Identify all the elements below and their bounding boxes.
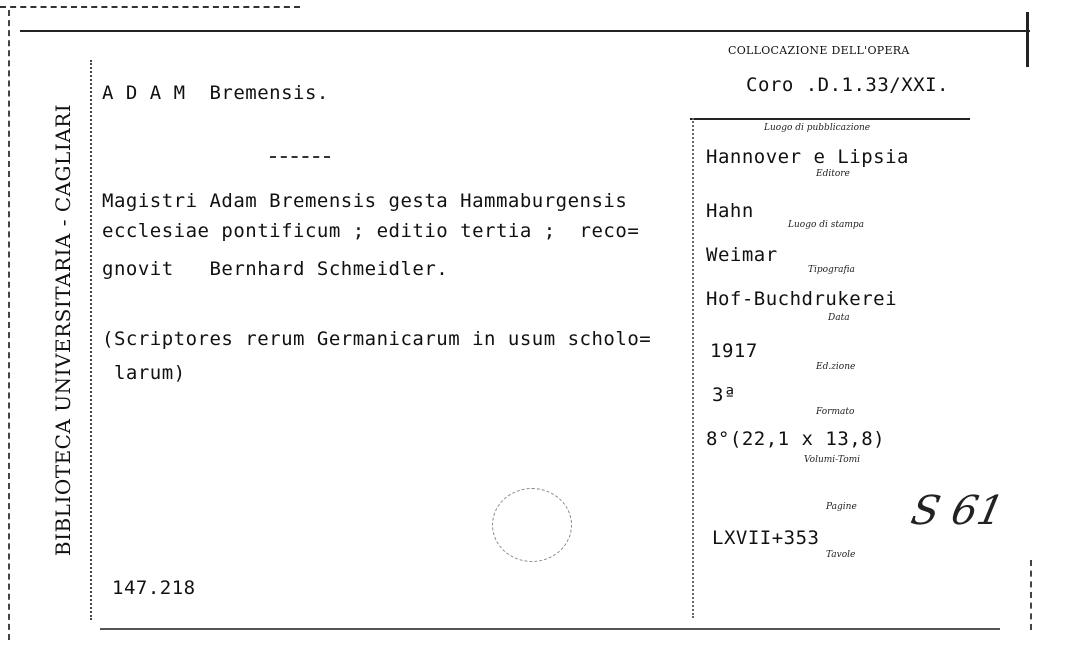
right-edge-dash (1030, 560, 1032, 630)
title-line-3: gnovit Bernhard Schmeidler. (102, 258, 449, 280)
handwritten-note: S 61 (907, 488, 1008, 534)
info-box-left (692, 118, 694, 618)
luogo-stampa-label: Luogo di stampa (788, 220, 864, 230)
luogo-pubblicazione-label: Luogo di pubblicazione (764, 123, 871, 133)
bottom-rule (100, 628, 1000, 630)
top-rule (20, 30, 1030, 32)
info-box-top (690, 118, 970, 120)
edizione-label: Ed.zione (816, 362, 856, 372)
data-label: Data (828, 313, 850, 323)
side-stamp: BIBLIOTECA UNIVERSITARIA - CAGLIARI (51, 103, 75, 557)
data-value: 1917 (710, 340, 758, 362)
luogo-stampa-value: Weimar (706, 244, 778, 266)
faint-stamp-circle (492, 488, 572, 562)
pagine-label: Pagine (826, 502, 857, 512)
editore-value: Hahn (706, 200, 754, 222)
collocazione-label: COLLOCAZIONE DELL'OPERA (728, 44, 910, 57)
series-line-2: larum) (102, 362, 186, 384)
shelfmark: Coro .D.1.33/XXI. (746, 74, 949, 96)
tipografia-value: Hof-Buchdrukerei (706, 288, 898, 310)
volumi-label: Volumi-Tomi (804, 455, 861, 465)
pagine-value: LXVII+353 (712, 527, 820, 549)
luogo-pubblicazione-value: Hannover e Lipsia (706, 146, 909, 168)
editore-label: Editore (816, 169, 850, 179)
inventory-number: 147.218 (112, 577, 196, 599)
formato-value: 8°(22,1 x 13,8) (706, 428, 886, 450)
margin-rule (90, 60, 92, 620)
right-edge-mark (1026, 12, 1029, 67)
left-edge-dash (8, 10, 10, 640)
author-heading: A D A M Bremensis. (102, 82, 329, 104)
edizione-value: 3ª (712, 384, 736, 406)
series-line-1: (Scriptores rerum Germanicarum in usum scholo= (102, 328, 652, 350)
title-line-2: ecclesiae pontificum ; editio tertia ; reco= (102, 220, 640, 242)
tavole-label: Tavole (826, 550, 856, 560)
title-line-1: Magistri Adam Bremensis gesta Hammaburgensis (102, 190, 628, 212)
top-edge-dash (0, 6, 300, 8)
formato-label: Formato (816, 407, 855, 417)
tipografia-label: Tipografia (808, 265, 855, 275)
separator-dash (270, 156, 330, 158)
